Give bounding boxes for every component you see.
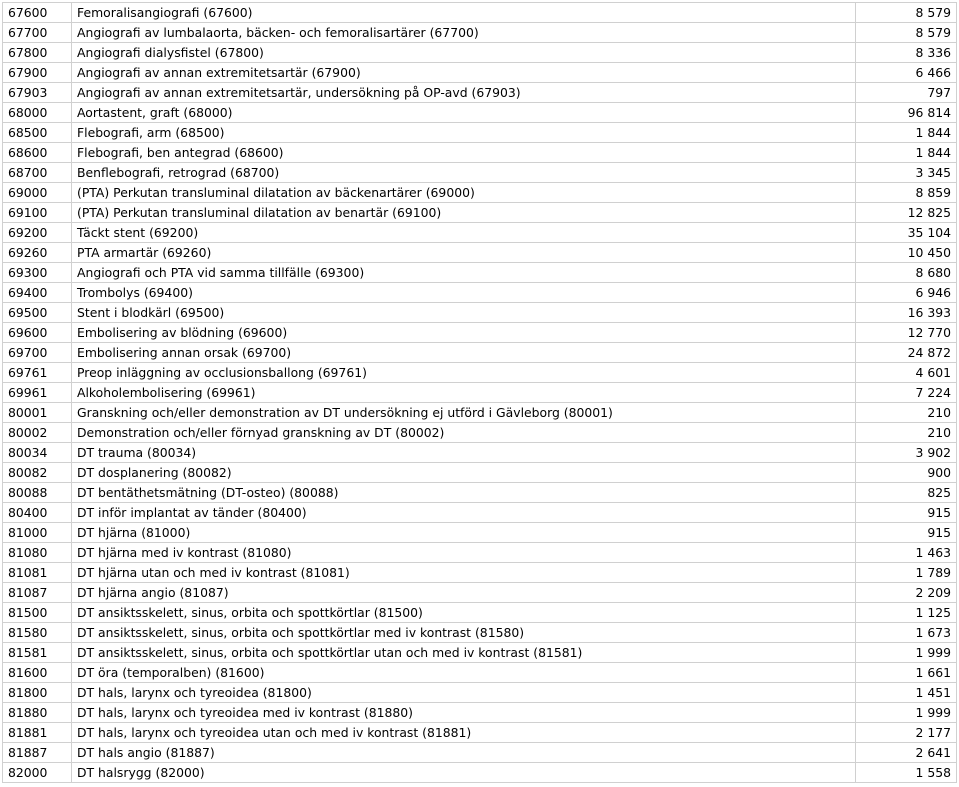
table-row	[3, 123, 957, 143]
procedure-price: 1 661	[856, 663, 957, 683]
procedure-code: 69600	[3, 323, 72, 343]
procedure-price: 1 558	[856, 763, 957, 783]
procedure-price: 1 789	[856, 563, 957, 583]
table-row	[3, 383, 957, 403]
procedure-price: 8 680	[856, 263, 957, 283]
table-row	[3, 743, 957, 763]
table-row	[3, 183, 957, 203]
procedure-description: Embolisering av blödning (69600)	[72, 323, 856, 343]
procedure-code: 67900	[3, 63, 72, 83]
procedure-price: 915	[856, 523, 957, 543]
procedure-code: 81600	[3, 663, 72, 683]
procedure-code: 81087	[3, 583, 72, 603]
procedure-description: Flebografi, arm (68500)	[72, 123, 856, 143]
procedure-code: 81580	[3, 623, 72, 643]
procedure-price: 1 999	[856, 703, 957, 723]
procedure-price: 35 104	[856, 223, 957, 243]
procedure-description: Benflebografi, retrograd (68700)	[72, 163, 856, 183]
procedure-description: Aortastent, graft (68000)	[72, 103, 856, 123]
procedure-price: 2 177	[856, 723, 957, 743]
procedure-code: 81887	[3, 743, 72, 763]
procedure-description: Demonstration och/eller förnyad granskning av DT (80002)	[72, 423, 856, 443]
procedure-code: 68600	[3, 143, 72, 163]
procedure-price: 6 946	[856, 283, 957, 303]
table-row	[3, 203, 957, 223]
table-row	[3, 103, 957, 123]
procedure-code: 68000	[3, 103, 72, 123]
procedure-description: Angiografi av annan extremitetsartär, undersökning på OP-avd (67903)	[72, 83, 856, 103]
table-row	[3, 143, 957, 163]
procedure-code: 81081	[3, 563, 72, 583]
procedure-code: 81880	[3, 703, 72, 723]
procedure-description: DT hals, larynx och tyreoidea (81800)	[72, 683, 856, 703]
procedure-description: DT ansiktsskelett, sinus, orbita och spottkörtlar (81500)	[72, 603, 856, 623]
procedure-description: Stent i blodkärl (69500)	[72, 303, 856, 323]
table-row	[3, 663, 957, 683]
procedure-price: 3 345	[856, 163, 957, 183]
table-row	[3, 643, 957, 663]
procedure-code: 69260	[3, 243, 72, 263]
procedure-price: 210	[856, 423, 957, 443]
procedure-price: 2 641	[856, 743, 957, 763]
table-row	[3, 463, 957, 483]
procedure-description: Trombolys (69400)	[72, 283, 856, 303]
procedure-description: DT hjärna (81000)	[72, 523, 856, 543]
procedure-description: DT inför implantat av tänder (80400)	[72, 503, 856, 523]
procedure-code: 69500	[3, 303, 72, 323]
procedure-description: Preop inläggning av occlusionsballong (69761)	[72, 363, 856, 383]
procedure-code: 80034	[3, 443, 72, 463]
procedure-code: 80082	[3, 463, 72, 483]
procedure-code: 67700	[3, 23, 72, 43]
procedure-price: 96 814	[856, 103, 957, 123]
procedure-description: DT bentäthetsmätning (DT-osteo) (80088)	[72, 483, 856, 503]
procedure-description: DT hals angio (81887)	[72, 743, 856, 763]
procedure-price: 825	[856, 483, 957, 503]
table-row	[3, 483, 957, 503]
table-row	[3, 543, 957, 563]
procedure-description: DT hjärna angio (81087)	[72, 583, 856, 603]
procedure-description: Angiografi av annan extremitetsartär (67900)	[72, 63, 856, 83]
table-row	[3, 223, 957, 243]
procedure-price: 24 872	[856, 343, 957, 363]
table-row	[3, 763, 957, 783]
table-row	[3, 23, 957, 43]
table-row	[3, 503, 957, 523]
table-row	[3, 683, 957, 703]
procedure-code: 69300	[3, 263, 72, 283]
procedure-price: 3 902	[856, 443, 957, 463]
procedure-price: 12 825	[856, 203, 957, 223]
table-row	[3, 563, 957, 583]
procedure-code: 69400	[3, 283, 72, 303]
procedure-description: DT öra (temporalben) (81600)	[72, 663, 856, 683]
procedure-code: 69700	[3, 343, 72, 363]
procedure-description: (PTA) Perkutan transluminal dilatation av benartär (69100)	[72, 203, 856, 223]
procedure-description: Alkoholembolisering (69961)	[72, 383, 856, 403]
procedure-description: DT hjärna med iv kontrast (81080)	[72, 543, 856, 563]
procedure-code: 82000	[3, 763, 72, 783]
procedure-price: 10 450	[856, 243, 957, 263]
procedure-description: DT hjärna utan och med iv kontrast (81081)	[72, 563, 856, 583]
table-row	[3, 403, 957, 423]
procedure-description: Täckt stent (69200)	[72, 223, 856, 243]
procedure-description: Femoralisangiografi (67600)	[72, 3, 856, 23]
table-row	[3, 703, 957, 723]
procedure-price: 4 601	[856, 363, 957, 383]
procedure-price: 8 579	[856, 23, 957, 43]
table-row	[3, 443, 957, 463]
table-row	[3, 363, 957, 383]
procedure-description: DT hals, larynx och tyreoidea utan och med iv kontrast (81881)	[72, 723, 856, 743]
procedure-code: 67600	[3, 3, 72, 23]
procedure-description: DT halsrygg (82000)	[72, 763, 856, 783]
table-row	[3, 623, 957, 643]
procedure-price: 8 579	[856, 3, 957, 23]
procedure-code: 69000	[3, 183, 72, 203]
procedure-price: 1 844	[856, 123, 957, 143]
procedure-price: 1 451	[856, 683, 957, 703]
table-row	[3, 423, 957, 443]
procedure-description: DT ansiktsskelett, sinus, orbita och spottkörtlar utan och med iv kontrast (81581)	[72, 643, 856, 663]
procedure-code: 69100	[3, 203, 72, 223]
procedure-price: 900	[856, 463, 957, 483]
procedure-code: 67903	[3, 83, 72, 103]
procedure-price: 7 224	[856, 383, 957, 403]
procedure-code: 81581	[3, 643, 72, 663]
procedure-description: PTA armartär (69260)	[72, 243, 856, 263]
procedure-code: 80002	[3, 423, 72, 443]
table-row	[3, 3, 957, 23]
procedure-price: 797	[856, 83, 957, 103]
procedure-description: DT hals, larynx och tyreoidea med iv kontrast (81880)	[72, 703, 856, 723]
procedure-description: DT ansiktsskelett, sinus, orbita och spottkörtlar med iv kontrast (81580)	[72, 623, 856, 643]
procedure-code: 68500	[3, 123, 72, 143]
table-row	[3, 583, 957, 603]
procedure-description: Embolisering annan orsak (69700)	[72, 343, 856, 363]
table-row	[3, 723, 957, 743]
procedure-description: Angiografi och PTA vid samma tillfälle (69300)	[72, 263, 856, 283]
table-row	[3, 63, 957, 83]
procedure-code: 81800	[3, 683, 72, 703]
procedure-price: 1 844	[856, 143, 957, 163]
table-row	[3, 283, 957, 303]
procedure-description: Angiografi av lumbalaorta, bäcken- och femoralisartärer (67700)	[72, 23, 856, 43]
table-row	[3, 43, 957, 63]
procedure-price: 1 463	[856, 543, 957, 563]
procedure-code: 81080	[3, 543, 72, 563]
procedure-code: 81881	[3, 723, 72, 743]
procedure-price: 8 336	[856, 43, 957, 63]
table-row	[3, 603, 957, 623]
table-row	[3, 83, 957, 103]
procedure-code: 67800	[3, 43, 72, 63]
procedure-price: 6 466	[856, 63, 957, 83]
table-row	[3, 303, 957, 323]
procedure-price: 915	[856, 503, 957, 523]
procedure-code: 80088	[3, 483, 72, 503]
procedure-code: 81000	[3, 523, 72, 543]
procedure-price: 8 859	[856, 183, 957, 203]
procedure-description: DT dosplanering (80082)	[72, 463, 856, 483]
procedure-description: DT trauma (80034)	[72, 443, 856, 463]
table-row	[3, 243, 957, 263]
procedure-code: 69761	[3, 363, 72, 383]
procedure-code: 68700	[3, 163, 72, 183]
procedure-description: Angiografi dialysfistel (67800)	[72, 43, 856, 63]
procedure-description: Flebografi, ben antegrad (68600)	[72, 143, 856, 163]
procedure-price: 16 393	[856, 303, 957, 323]
procedure-code: 69200	[3, 223, 72, 243]
procedure-price: 2 209	[856, 583, 957, 603]
table-row	[3, 343, 957, 363]
procedure-description: Granskning och/eller demonstration av DT undersökning ej utförd i Gävleborg (80001)	[72, 403, 856, 423]
procedure-code: 80400	[3, 503, 72, 523]
procedure-price: 210	[856, 403, 957, 423]
table-row	[3, 523, 957, 543]
procedure-code: 80001	[3, 403, 72, 423]
procedure-price: 12 770	[856, 323, 957, 343]
procedure-price: 1 999	[856, 643, 957, 663]
table-body	[3, 3, 957, 783]
procedure-code: 69961	[3, 383, 72, 403]
procedure-code: 81500	[3, 603, 72, 623]
procedure-description: (PTA) Perkutan transluminal dilatation av bäckenartärer (69000)	[72, 183, 856, 203]
procedure-price: 1 673	[856, 623, 957, 643]
procedure-price: 1 125	[856, 603, 957, 623]
table-row	[3, 263, 957, 283]
table-row	[3, 163, 957, 183]
table-row	[3, 323, 957, 343]
price-table	[2, 2, 957, 783]
